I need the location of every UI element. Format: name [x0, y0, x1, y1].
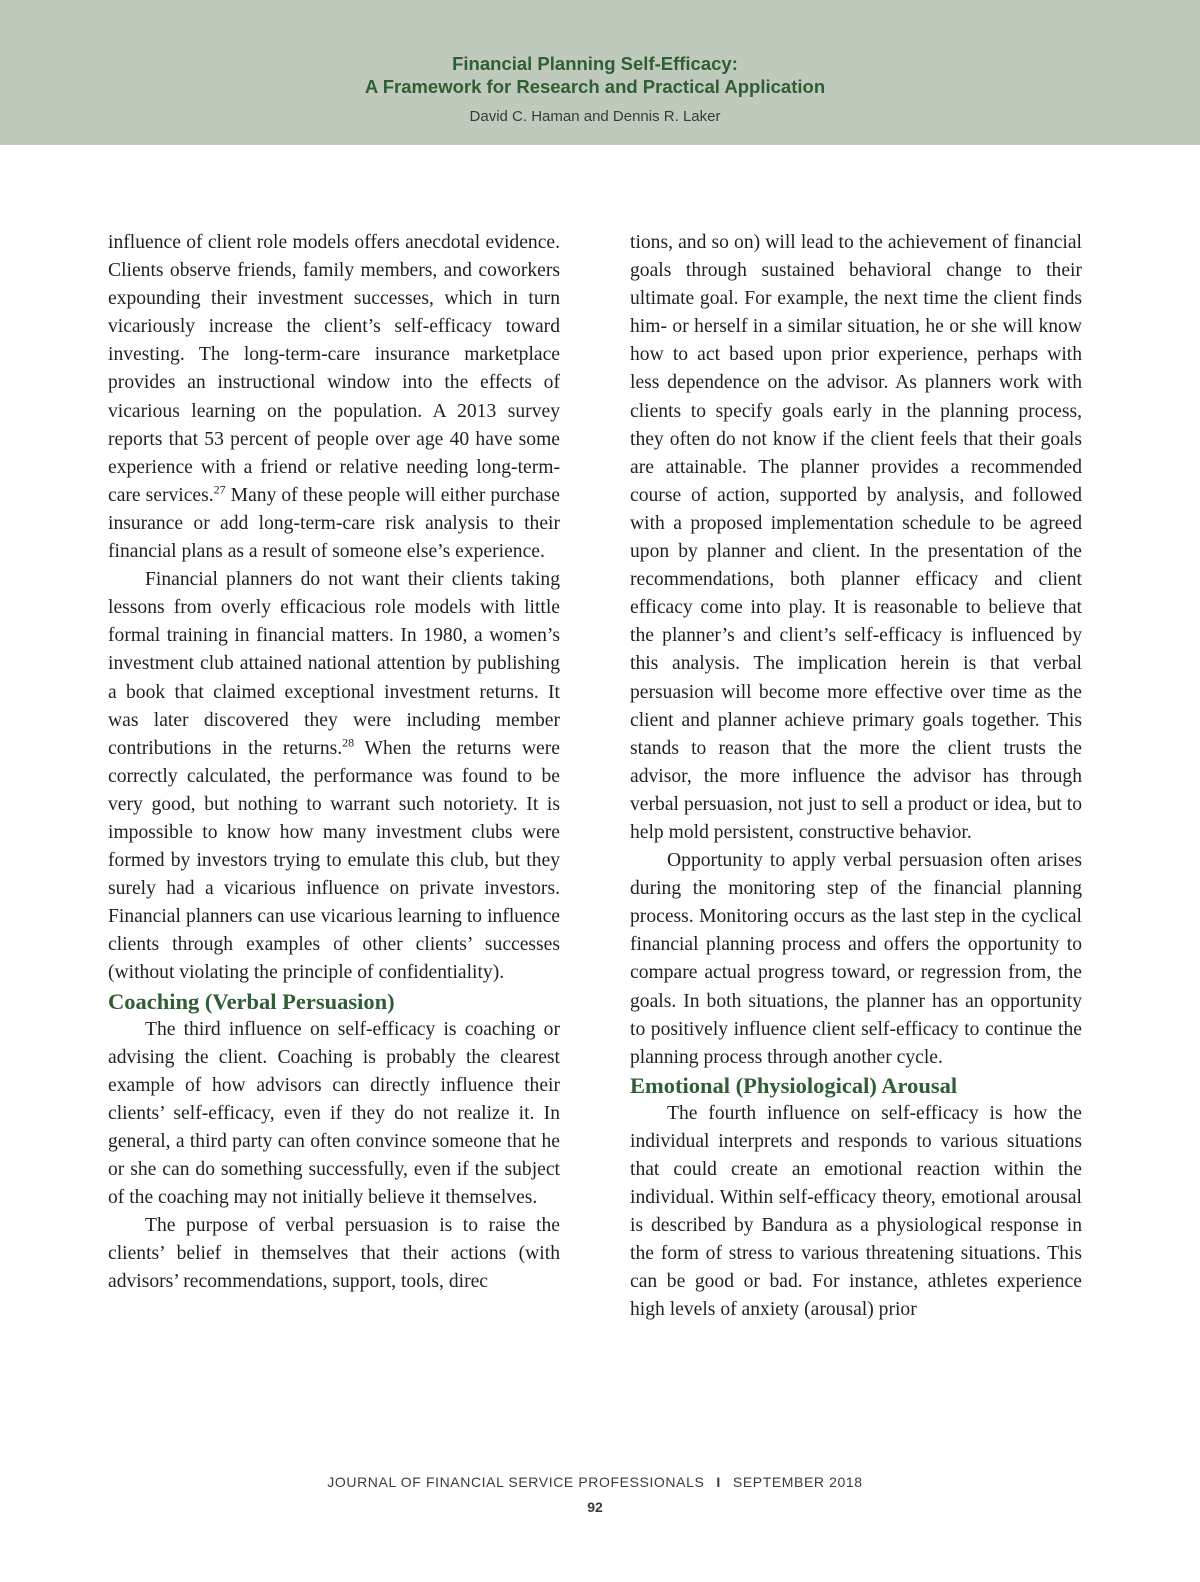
right-column [630, 229, 1082, 1325]
footer-separator: I [716, 1474, 721, 1490]
issue-date: SEPTEMBER 2018 [732, 1474, 863, 1490]
paragraph-text: influence of client role models offers anecdotal evidence. Clients observe friends, family members, and coworkers expounding their investment successes, which in turn vicariously increase the client’s self-efficacy toward investing. The long-term-care insurance marketplace provides an instructional window into the effects of vicarious learning on the population. A 2013 survey reports that 53 percent of people over age 40 have some experience with a friend or relative needing long-term-care services. [108, 232, 560, 506]
footer-journal-line [0, 1474, 1190, 1490]
article-title [0, 52, 1190, 98]
footnote-ref: 27 [213, 482, 226, 497]
body-paragraph [108, 229, 560, 566]
body-paragraph: tions, and so on) will lead to the achievement of financial goals through sustained behavioral change to their ultimate goal. For example, the next time the client finds him- or herself in a similar situation, he or she will know how to act based upon prior experience, perhaps with less dependence on the advisor. As planners work with clients to specify goals early in the planning process, they often do not know if the client feels that their goals are attainable. The planner provides a recommended course of action, supported by analysis, and followed with a proposed implementation schedule to be agreed upon by planner and client. In the presentation of the recommendations, both planner efficacy and client efficacy come into play. It is reasonable to believe that the planner’s and client’s self-efficacy is influenced by this analysis. The implication herein is that verbal persuasion will become more effective over time as the client and planner achieve primary goals together. This stands to reason that the more the client trusts the advisor, the more influence the advisor has through verbal persuasion, not just to sell a product or idea, but to help mold persistent, constructive behavior. [630, 232, 1082, 843]
journal-name: JOURNAL OF FINANCIAL SERVICE PROFESSIONALS [327, 1474, 705, 1490]
body-paragraph: The third influence on self-efficacy is coaching or advising the client. Coaching is probably the clearest example of how advisors can directly influence their clients’ self-efficacy, even if they do not realize it. In general, a third party can often convince someone that he or she can do something successfully, even if the subject of the coaching may not initially believe it themselves. [108, 1018, 560, 1209]
footnote-ref: 28 [342, 735, 355, 750]
body-paragraph: Opportunity to apply verbal persuasion often arises during the monitoring step of the financial planning process. Monitoring occurs as the last step in the cyclical financial planning process and offers the opportunity to compare actual progress toward, or regression from, the goals. In both situations, the planner has an opportunity to positively influence client self-efficacy to continue the planning process through another cycle. [630, 850, 1082, 1068]
section-heading-emotional-arousal: Emotional (Physiological) Arousal [630, 1072, 958, 1098]
article-title-line-2: A Framework for Research and Practical Application [364, 76, 826, 97]
article-authors: David C. Haman and Dennis R. Laker [469, 108, 721, 125]
page-number: 92 [587, 1499, 603, 1515]
left-column [108, 229, 560, 1296]
body-paragraph: The purpose of verbal persuasion is to raise the clients’ belief in themselves that their actions (with advisors’ recommendations, support, tools, direc [108, 1215, 560, 1293]
paragraph-text: When the returns were correctly calculated, the performance was found to be very good, but nothing to warrant such notoriety. It is impossible to know how many investment clubs were formed by investors trying to emulate this club, but they surely had a vicarious influence on private investors. Financial planners can use vicarious learning to influence clients through examples of other clients’ successes (without violating the principle of confidentiality). [108, 737, 560, 984]
paragraph-text: Many of these people will either purchase insurance or add long-term-care risk analysis to their financial plans as a result of someone else’s experience. [108, 484, 560, 563]
body-paragraph: The fourth influence on self-efficacy is how the individual interprets and responds to various situations that could create an emotional reaction within the individual. Within self-efficacy theory, emotional arousal is described by Bandura as a physiological response in the form of stress to various threatening situations. This can be good or bad. For instance, athletes experience high levels of anxiety (arousal) prior [630, 1102, 1082, 1321]
paragraph-text: Financial planners do not want their clients taking lessons from overly efficacious role models with little formal training in financial matters. In 1980, a women’s investment club attained national attention by publishing a book that claimed exceptional investment returns. It was later discovered they were including member contributions in the returns. [108, 569, 560, 759]
article-title-line-1: Financial Planning Self-Efficacy: [452, 53, 738, 74]
section-heading-coaching: Coaching (Verbal Persuasion) [108, 988, 395, 1014]
header-band [0, 0, 1200, 145]
body-paragraph [108, 566, 560, 987]
